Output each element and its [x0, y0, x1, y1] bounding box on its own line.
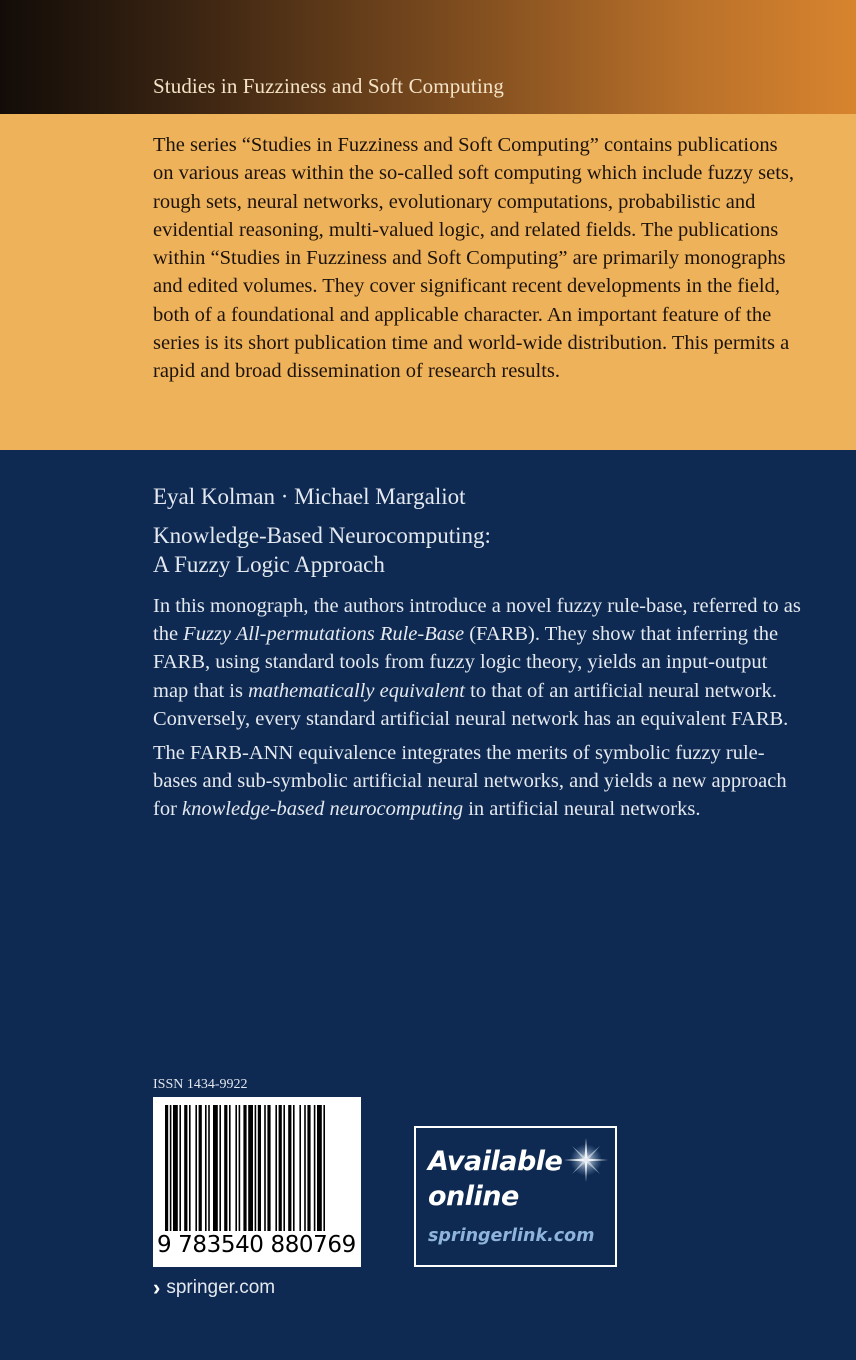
book-abstract: [153, 592, 803, 830]
book-title-line-1: Knowledge-Based Neurocomputing:: [153, 523, 491, 548]
isbn-barcode: [153, 1097, 361, 1267]
springer-url: springer.com: [166, 1277, 276, 1298]
issn-label: ISSN 1434-9922: [153, 1077, 248, 1092]
series-title: Studies in Fuzziness and Soft Computing: [153, 74, 504, 98]
springerlink-url: springerlink.com: [428, 1226, 595, 1246]
abstract-emphasis: knowledge-based neurocomputing: [182, 798, 464, 821]
abstract-paragraph-1: [153, 592, 803, 733]
abstract-text: The FARB-ANN equivalence integrates the merits of symbolic fuzzy rule-bases and sub-symbolic artificial neural networks, and yields a new approach for: [153, 742, 787, 821]
available-online-heading: [428, 1144, 562, 1214]
abstract-text: In this monograph, the authors introduce a novel fuzzy rule-base, referred to as the: [153, 595, 801, 646]
springer-link[interactable]: [153, 1275, 275, 1301]
abstract-text: (FARB). They show that inferring the FARB, using standard tools from fuzzy logic theory, yields an input-output map that is: [153, 623, 779, 702]
available-line-1: Available: [428, 1146, 563, 1177]
available-online-badge[interactable]: [414, 1126, 617, 1267]
abstract-paragraph-2: [153, 739, 803, 824]
chevron-right-icon: ›: [153, 1275, 161, 1300]
series-description: The series “Studies in Fuzziness and Soft Computing” contains publications on various areas within the so-called soft computing which include fuzzy sets, rough sets, neural networks, evolutionary computations, probabilistic and evidential reasoning, multi-valued logic, and related fields. The publications within “Studies in Fuzziness and Soft Computing” are primarily monographs and edited volumes. They cover significant recent developments in the field, both of a foundational and applicable character. An important feature of the series is its short publication time and world-wide distribution. This permits a rapid and broad dissemination of research results.: [153, 134, 795, 383]
book-title: [153, 521, 803, 579]
abstract-text: in artificial neural networks.: [463, 798, 701, 821]
book-authors: Eyal Kolman · Michael Margaliot: [153, 484, 466, 509]
abstract-text: to that of an artificial neural network. Conversely, every standard artificial neural network has an equivalent FARB.: [153, 679, 789, 730]
book-title-line-2: A Fuzzy Logic Approach: [153, 552, 385, 577]
sparkle-icon: [556, 1132, 616, 1192]
abstract-emphasis: Fuzzy All-permutations Rule-Base: [183, 623, 465, 646]
available-line-2: online: [428, 1181, 519, 1212]
isbn-digits: 9 783540 880769: [157, 1232, 356, 1258]
abstract-emphasis: mathematically equivalent: [248, 679, 465, 702]
